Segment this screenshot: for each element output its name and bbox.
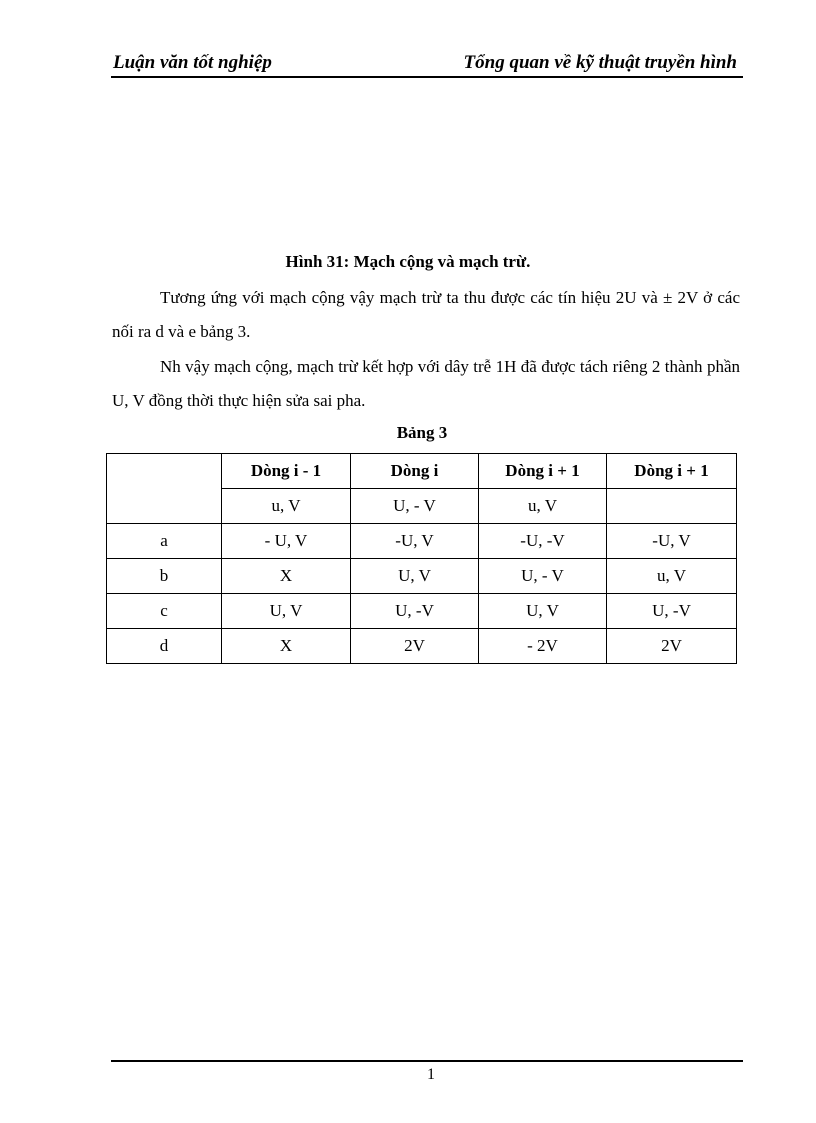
table-cell: U, -V [607,594,737,629]
table-header-cell: Dòng i - 1 [222,454,351,489]
table-header-cell: Dòng i + 1 [607,454,737,489]
table-cell: 2V [351,629,479,664]
table-cell: u, V [607,559,737,594]
table-subheader-cell: U, - V [351,489,479,524]
table-row [107,524,737,559]
table-cell: a [107,524,222,559]
table-cell: X [222,559,351,594]
table-header-cell: Dòng i [351,454,479,489]
table-header-cell: Dòng i + 1 [479,454,607,489]
table-row [107,559,737,594]
paragraph-2: Nh vậy mạch cộng, mạch trừ kết hợp với dây trễ 1H đã được tách riêng 2 thành phần U, V đồng thời thực hiện sửa sai pha. [112,357,740,410]
table-cell: X [222,629,351,664]
table-header-corner [107,454,222,524]
table-caption: Bảng 3 [396,423,448,442]
page-number: 1 [427,1066,435,1083]
table-cell: b [107,559,222,594]
table-cell: -U, V [607,524,737,559]
footer-divider [111,1060,743,1062]
table-subheader-cell: u, V [222,489,351,524]
data-table [106,453,737,664]
header-divider [111,76,743,78]
header-right-title: Tổng quan về kỹ thuật truyền hình [463,52,737,73]
paragraph-1: Tương ứng với mạch cộng vậy mạch trừ ta thu được các tín hiệu 2U và ± 2V ở các nối ra d và e bảng 3. [112,288,740,341]
table-cell: - 2V [479,629,607,664]
table-cell: U, - V [479,559,607,594]
table-cell: -U, V [351,524,479,559]
table-cell: c [107,594,222,629]
table-cell: U, V [351,559,479,594]
table-cell: U, V [479,594,607,629]
table-row [107,629,737,664]
table-cell: 2V [607,629,737,664]
table-header-row [107,454,737,489]
table-row [107,594,737,629]
table-cell: U, V [222,594,351,629]
figure-caption: Hình 31: Mạch cộng và mạch trừ. [285,252,531,271]
table-cell: U, -V [351,594,479,629]
table-cell: - U, V [222,524,351,559]
header-left-title: Luận văn tốt nghiệp [113,52,272,73]
table-cell: d [107,629,222,664]
table-subheader-cell [607,489,737,524]
table-cell: -U, -V [479,524,607,559]
table-subheader-cell: u, V [479,489,607,524]
